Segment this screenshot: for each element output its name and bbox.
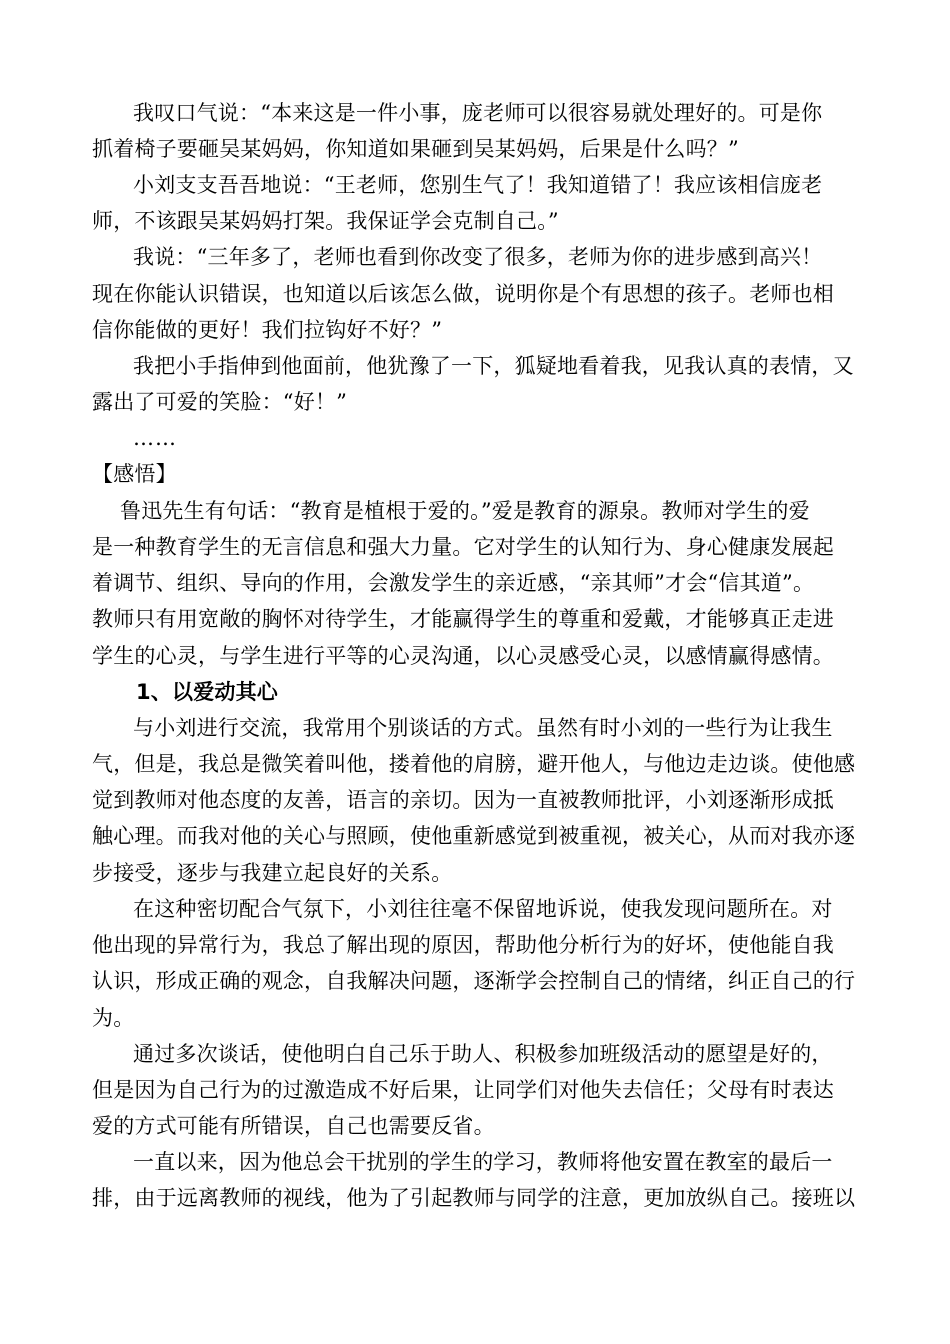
text-line: 我说：“三年多了，老师也看到你改变了很多，老师为你的进步感到高兴！ xyxy=(133,245,823,269)
text-line: 学生的心灵，与学生进行平等的心灵沟通，以心灵感受心灵，以感情赢得感情。 xyxy=(92,644,834,668)
subsection-heading: 1、以爱动其心 xyxy=(136,680,279,704)
ellipsis-line: …… xyxy=(133,426,177,450)
text-line: 教师只有用宽敞的胸怀对待学生，才能赢得学生的尊重和爱戴，才能够真正走进 xyxy=(92,607,834,631)
text-line: 一直以来，因为他总会干扰别的学生的学习，教师将他安置在教室的最后一 xyxy=(133,1150,833,1174)
text-line: 气，但是，我总是微笑着叫他，搂着他的肩膀，避开他人，与他边走边谈。使他感 xyxy=(92,752,856,776)
text-line: 觉到教师对他态度的友善，语言的亲切。因为一直被教师批评，小刘逐渐形成抵 xyxy=(92,788,834,812)
text-line: 为。 xyxy=(92,1006,135,1030)
text-line: 认识，形成正确的观念，自我解决问题，逐渐学会控制自己的情绪，纠正自己的行 xyxy=(92,969,856,993)
text-line: 与小刘进行交流，我常用个别谈话的方式。虽然有时小刘的一些行为让我生 xyxy=(133,716,833,740)
text-line: 抓着椅子要砸吴某妈妈，你知道如果砸到吴某妈妈，后果是什么吗？” xyxy=(92,137,739,161)
text-line: 步接受，逐步与我建立起良好的关系。 xyxy=(92,861,453,885)
text-line: 排，由于远离教师的视线，他为了引起教师与同学的注意，更加放纵自己。接班以 xyxy=(92,1186,856,1210)
text-line: 是一种教育学生的无言信息和强大力量。它对学生的认知行为、身心健康发展起 xyxy=(92,535,834,559)
text-line: 通过多次谈话，使他明白自己乐于助人、积极参加班级活动的愿望是好的， xyxy=(133,1042,833,1066)
text-line: 在这种密切配合气氛下，小刘往往毫不保留地诉说，使我发现问题所在。对 xyxy=(133,897,833,921)
text-line: 触心理。而我对他的关心与照顾，使他重新感觉到被重视，被关心，从而对我亦逐 xyxy=(92,824,856,848)
text-line: 鲁迅先生有句话：“教育是植根于爱的。”爱是教育的源泉。教师对学生的爱 xyxy=(120,499,810,523)
text-line: 信你能做的更好！我们拉钩好不好？” xyxy=(92,318,443,342)
text-line: 师，不该跟吴某妈妈打架。我保证学会克制自己。” xyxy=(92,209,559,233)
text-line: 小刘支支吾吾地说：“王老师，您别生气了！我知道错了！我应该相信庞老 xyxy=(133,173,823,197)
text-line: 爱的方式可能有所错误，自己也需要反省。 xyxy=(92,1114,495,1138)
text-line: 现在你能认识错误，也知道以后该怎么做，说明你是个有思想的孩子。老师也相 xyxy=(92,282,834,306)
text-line: 我叹口气说：“本来这是一件小事，庞老师可以很容易就处理好的。可是你 xyxy=(133,101,823,125)
text-line: 着调节、组织、导向的作用，会激发学生的亲近感，“亲其师”才会“信其道”。 xyxy=(92,571,815,595)
text-line: 但是因为自己行为的过激造成不好后果，让同学们对他失去信任；父母有时表达 xyxy=(92,1078,834,1102)
text-line: 露出了可爱的笑脸：“好！” xyxy=(92,390,348,414)
text-line: 他出现的异常行为，我总了解出现的原因，帮助他分析行为的好坏，使他能自我 xyxy=(92,933,834,957)
text-line: 我把小手指伸到他面前，他犹豫了一下，狐疑地看着我，见我认真的表情，又 xyxy=(133,354,854,378)
section-heading: 【感悟】 xyxy=(92,462,177,486)
